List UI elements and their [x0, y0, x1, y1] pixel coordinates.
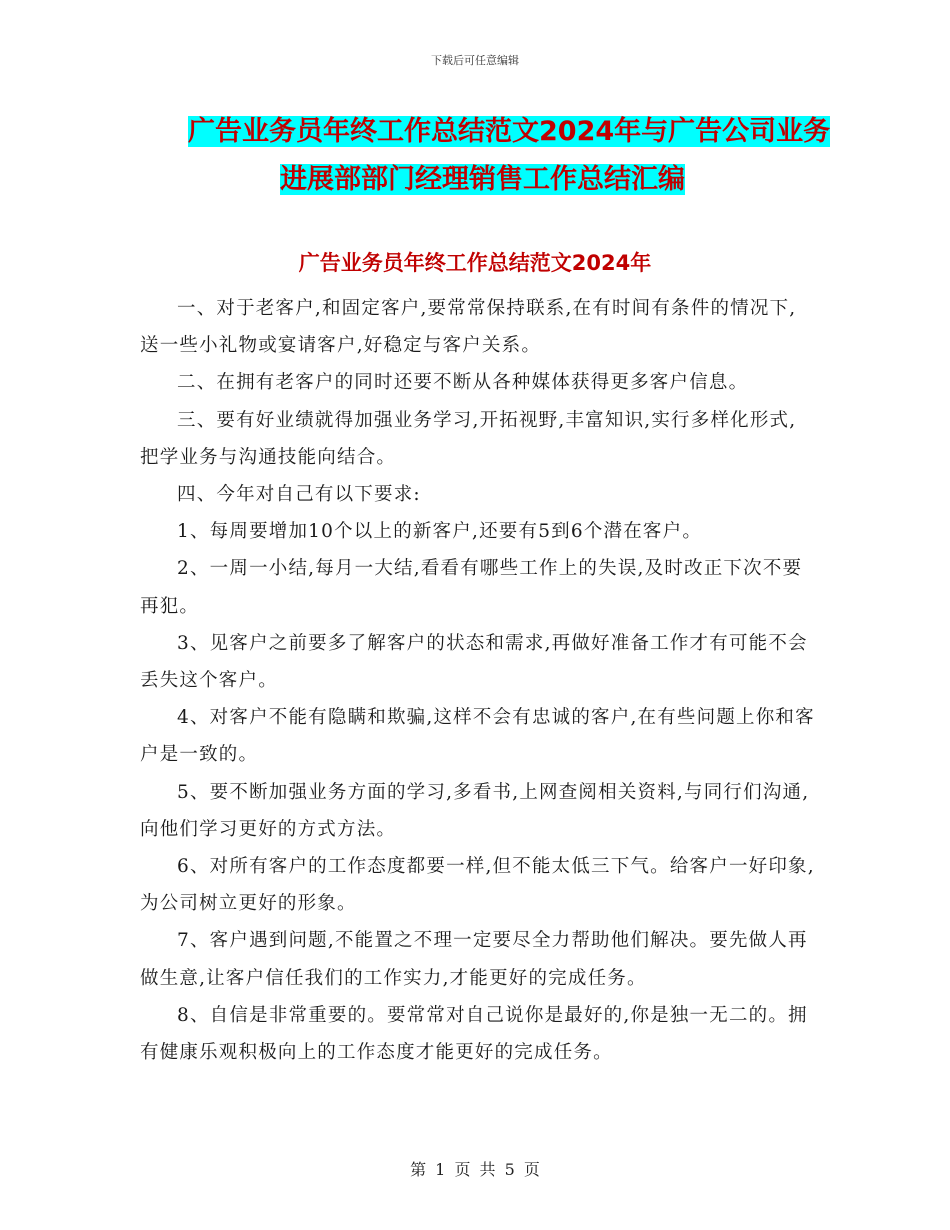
paragraph: 7、客户遇到问题,不能置之不理一定要尽全力帮助他们解决。要先做人再做生意,让客户信任我们的工作实力,才能更好的完成任务。 [140, 930, 808, 989]
title-line-1 [140, 108, 860, 156]
document-body [140, 290, 816, 1071]
document-title [140, 108, 860, 204]
paragraph: 5、要不断加强业务方面的学习,多看书,上网查阅相关资料,与同行们沟通,向他们学习更好的方式方法。 [140, 781, 810, 840]
paragraph: 4、对客户不能有隐瞒和欺骗,这样不会有忠诚的客户,在有些问题上你和客户是一致的。 [140, 707, 815, 766]
paragraph: 二、在拥有老客户的同时还要不断从各种媒体获得更多客户信息。 [177, 372, 749, 394]
paragraph: 6、对所有客户的工作态度都要一样,但不能太低三下气。给客户一好印象,为公司树立更好的形象。 [140, 856, 815, 915]
paragraph: 一、对于老客户,和固定客户,要常常保持联系,在有时间有条件的情况下,送一些小礼物或宴请客户,好稳定与客户关系。 [140, 298, 797, 357]
paragraph: 三、要有好业绩就得加强业务学习,开拓视野,丰富知识,实行多样化形式,把学业务与沟通技能向结合。 [140, 409, 797, 468]
header-note: 下载后可任意编辑 [431, 54, 519, 67]
paragraph: 2、一周一小结,每月一大结,看看有哪些工作上的失误,及时改正下次不要再犯。 [140, 558, 803, 617]
paragraph: 8、自信是非常重要的。要常常对自己说你是最好的,你是独一无二的。拥有健康乐观积极向上的工作态度才能更好的完成任务。 [140, 1004, 808, 1064]
title-highlight-1: 广告业务员年终工作总结范文2024年与广告公司业务 [188, 116, 831, 147]
paragraph: 3、见客户之前要多了解客户的状态和需求,再做好准备工作才有可能不会丢失这个客户。 [140, 632, 808, 692]
title-highlight-2: 进展部部门经理销售工作总结汇编 [280, 164, 685, 195]
section-title: 广告业务员年终工作总结范文2024年 [298, 251, 652, 275]
title-line-2 [140, 156, 860, 204]
paragraph: 1、每周要增加10个以上的新客户,还要有5到6个潜在客户。 [177, 521, 703, 543]
paragraph: 四、今年对自己有以下要求: [177, 484, 421, 506]
page-footer: 第 1 页 共 5 页 [410, 1160, 540, 1179]
